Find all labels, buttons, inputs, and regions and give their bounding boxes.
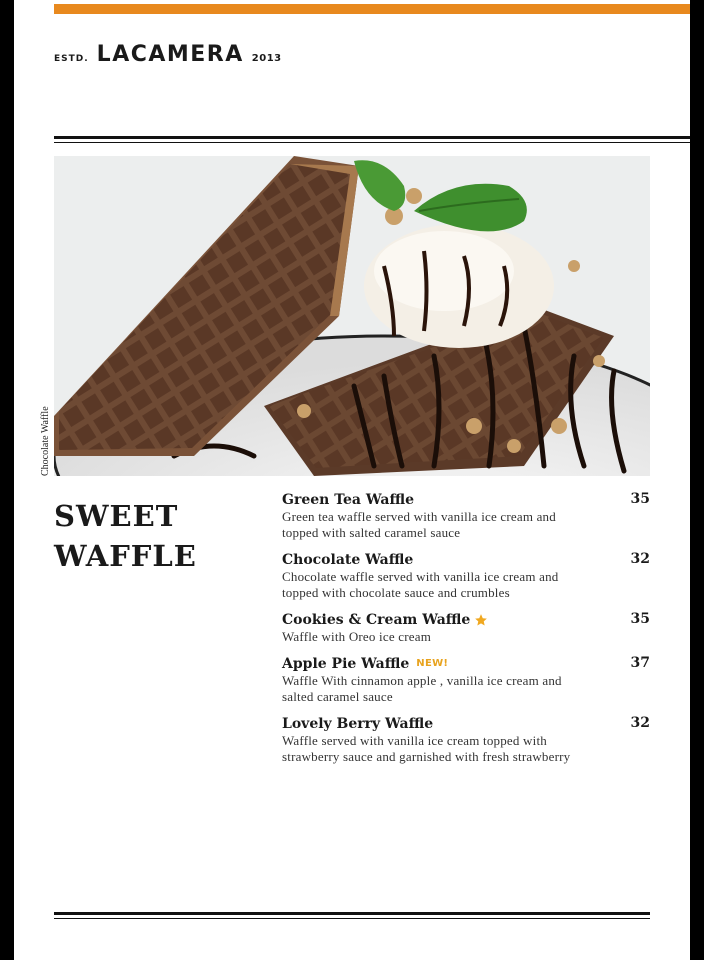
menu-item-name: Chocolate Waffle	[282, 552, 414, 568]
menu-item	[282, 655, 652, 705]
menu-item-price: 32	[630, 715, 650, 731]
menu-item-description: Waffle served with vanilla ice cream topped with strawberry sauce and garnished with fresh strawberry	[282, 733, 571, 764]
menu-page	[14, 0, 690, 960]
menu-item-price: 32	[630, 551, 650, 567]
menu-item-price: 37	[630, 655, 650, 671]
menu-item-description: Waffle with Oreo ice cream	[282, 629, 432, 644]
waffle-photo	[54, 156, 650, 476]
accent-bar	[54, 4, 690, 14]
section-title-line2: WAFFLE	[54, 539, 197, 573]
menu-item-price: 35	[630, 491, 650, 507]
menu-item-description: Green tea waffle served with vanilla ice cream and topped with salted caramel sauce	[282, 509, 556, 540]
waffle-illustration	[54, 156, 650, 476]
brand-established: ESTD.	[54, 54, 89, 64]
menu-item-name: Apple Pie Waffle	[282, 656, 410, 672]
menu-item-description: Chocolate waffle served with vanilla ice cream and topped with chocolate sauce and crumbles	[282, 569, 559, 600]
new-badge: NEW!	[416, 658, 449, 669]
brand-name: LACAMERA	[96, 42, 244, 67]
menu-item	[282, 551, 652, 601]
menu-list	[282, 491, 652, 775]
menu-item	[282, 611, 652, 645]
bottom-divider	[54, 912, 650, 919]
brand-year: 2013	[251, 53, 282, 64]
menu-item-description: Waffle With cinnamon apple , vanilla ice cream and salted caramel sauce	[282, 673, 562, 704]
section-title	[54, 496, 254, 576]
star-icon	[474, 613, 488, 627]
photo-caption: Chocolate Waffle	[40, 406, 51, 476]
section-title-line1: SWEET	[54, 499, 179, 533]
menu-item	[282, 491, 652, 541]
menu-item-name: Green Tea Waffle	[282, 492, 414, 508]
menu-item-name: Lovely Berry Waffle	[282, 716, 434, 732]
brand-header	[54, 42, 282, 70]
menu-item	[282, 715, 652, 765]
menu-item-price: 35	[630, 611, 650, 627]
top-divider	[54, 136, 690, 143]
menu-item-name: Cookies & Cream Waffle	[282, 612, 471, 628]
